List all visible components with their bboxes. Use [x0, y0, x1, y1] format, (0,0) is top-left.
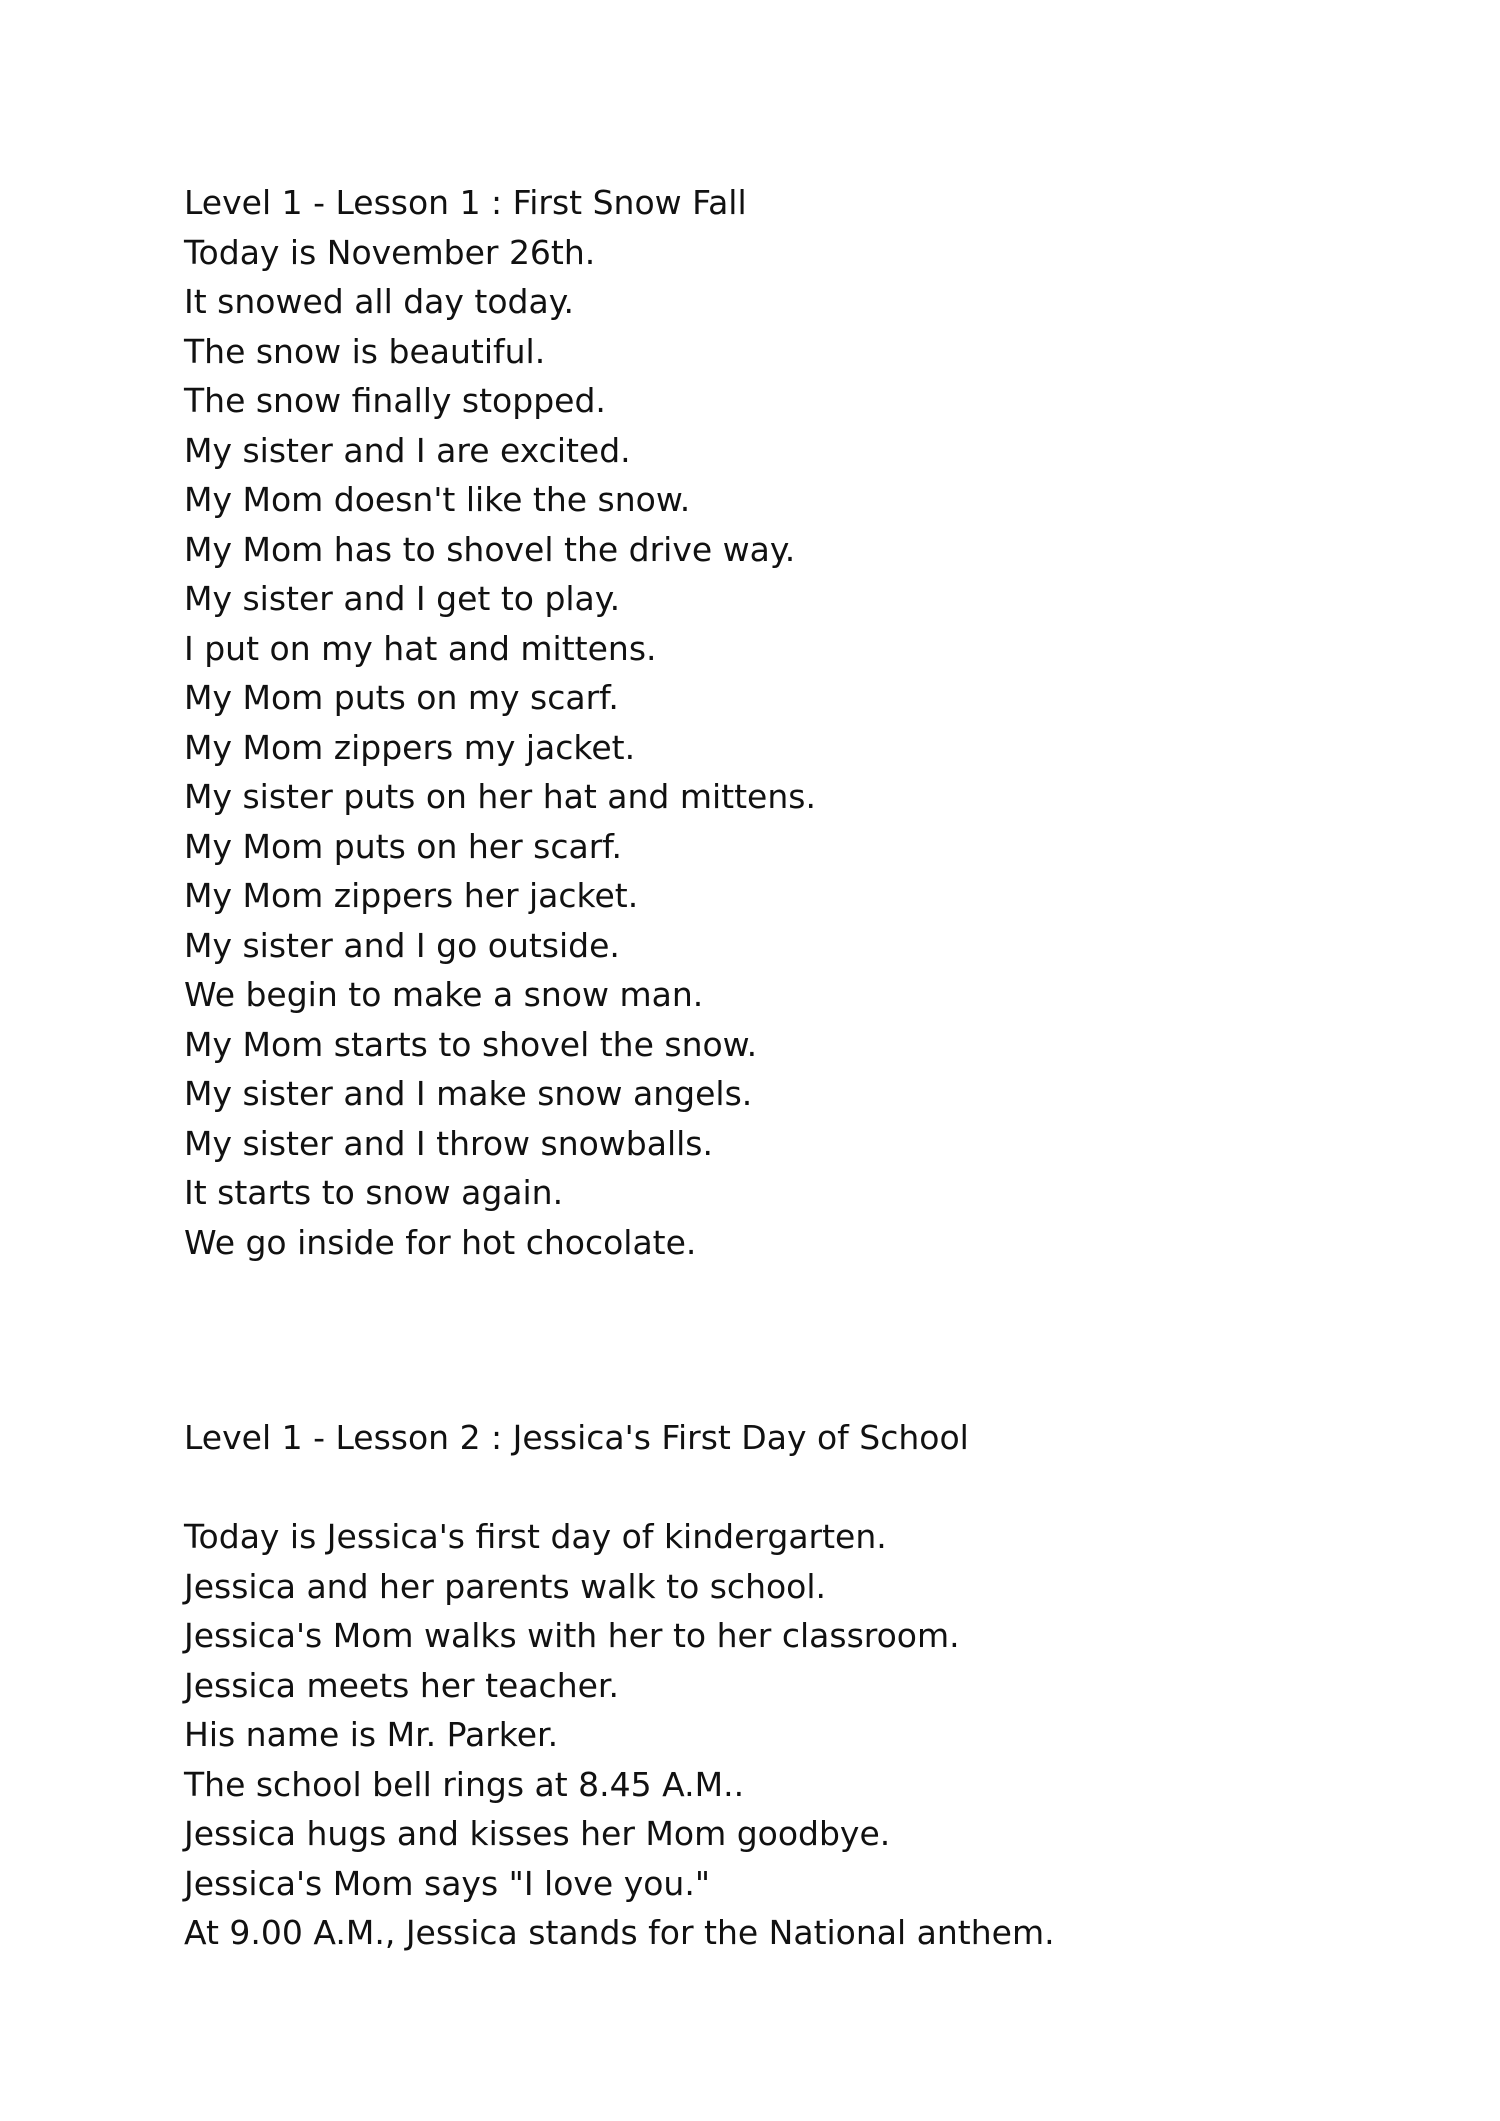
- lesson-1-line: We begin to make a snow man.: [184, 975, 704, 1014]
- lesson-1-line: It snowed all day today.: [184, 282, 575, 321]
- lesson-2-line: Today is Jessica's first day of kindergarten.: [184, 1517, 887, 1556]
- lesson-1-line: It starts to snow again.: [184, 1173, 564, 1212]
- lesson-1-line: My sister and I make snow angels.: [184, 1074, 753, 1113]
- lesson-1-line: The snow finally stopped.: [184, 381, 606, 420]
- lesson-2-line: Jessica's Mom says "I love you.": [184, 1863, 711, 1903]
- lesson-1-line: I put on my hat and mittens.: [184, 628, 657, 668]
- lesson-1-line: We go inside for hot chocolate.: [184, 1222, 697, 1262]
- lesson-2-line: Jessica's Mom walks with her to her classroom.: [184, 1616, 960, 1655]
- lesson-1-line: My Mom zippers my jacket.: [184, 727, 636, 767]
- lesson-1-line: My Mom has to shovel the drive way.: [184, 529, 796, 569]
- lesson-2-line: Jessica meets her teacher.: [184, 1665, 619, 1705]
- lesson-2-line: The school bell rings at 8.45 A.M..: [184, 1764, 745, 1804]
- lesson-2-line: Jessica hugs and kisses her Mom goodbye.: [184, 1814, 891, 1853]
- lesson-1-line: My sister and I are excited.: [184, 430, 631, 470]
- lesson-1-line: My sister puts on her hat and mittens.: [184, 777, 816, 816]
- lesson-1-line: My Mom zippers her jacket.: [184, 876, 639, 915]
- lesson-1-line: My Mom puts on my scarf.: [184, 678, 619, 717]
- lesson-1-line: My Mom puts on her scarf.: [184, 826, 622, 866]
- lesson-2-line: His name is Mr. Parker.: [184, 1715, 559, 1754]
- lesson-2-line: At 9.00 A.M., Jessica stands for the National anthem.: [184, 1913, 1055, 1952]
- lesson-1-line: My Mom starts to shovel the snow.: [184, 1024, 758, 1064]
- lesson-1-line: Today is November 26th.: [184, 232, 596, 272]
- lesson-1: [184, 178, 1384, 1267]
- lesson-1-line: My sister and I throw snowballs.: [184, 1123, 713, 1163]
- lesson-2-title: Level 1 - Lesson 2 : Jessica's First Day of School: [184, 1418, 969, 1457]
- lesson-2: [184, 1413, 1384, 1958]
- lesson-1-line: My sister and I get to play.: [184, 579, 621, 618]
- lesson-1-line: My Mom doesn't like the snow.: [184, 480, 691, 519]
- lesson-2-line: Jessica and her parents walk to school.: [184, 1566, 827, 1606]
- lesson-1-line: The snow is beautiful.: [184, 331, 546, 371]
- lesson-1-line: My sister and I go outside.: [184, 925, 620, 965]
- lesson-1-title: Level 1 - Lesson 1 : First Snow Fall: [184, 183, 747, 222]
- paragraph-gap: [184, 1463, 1384, 1513]
